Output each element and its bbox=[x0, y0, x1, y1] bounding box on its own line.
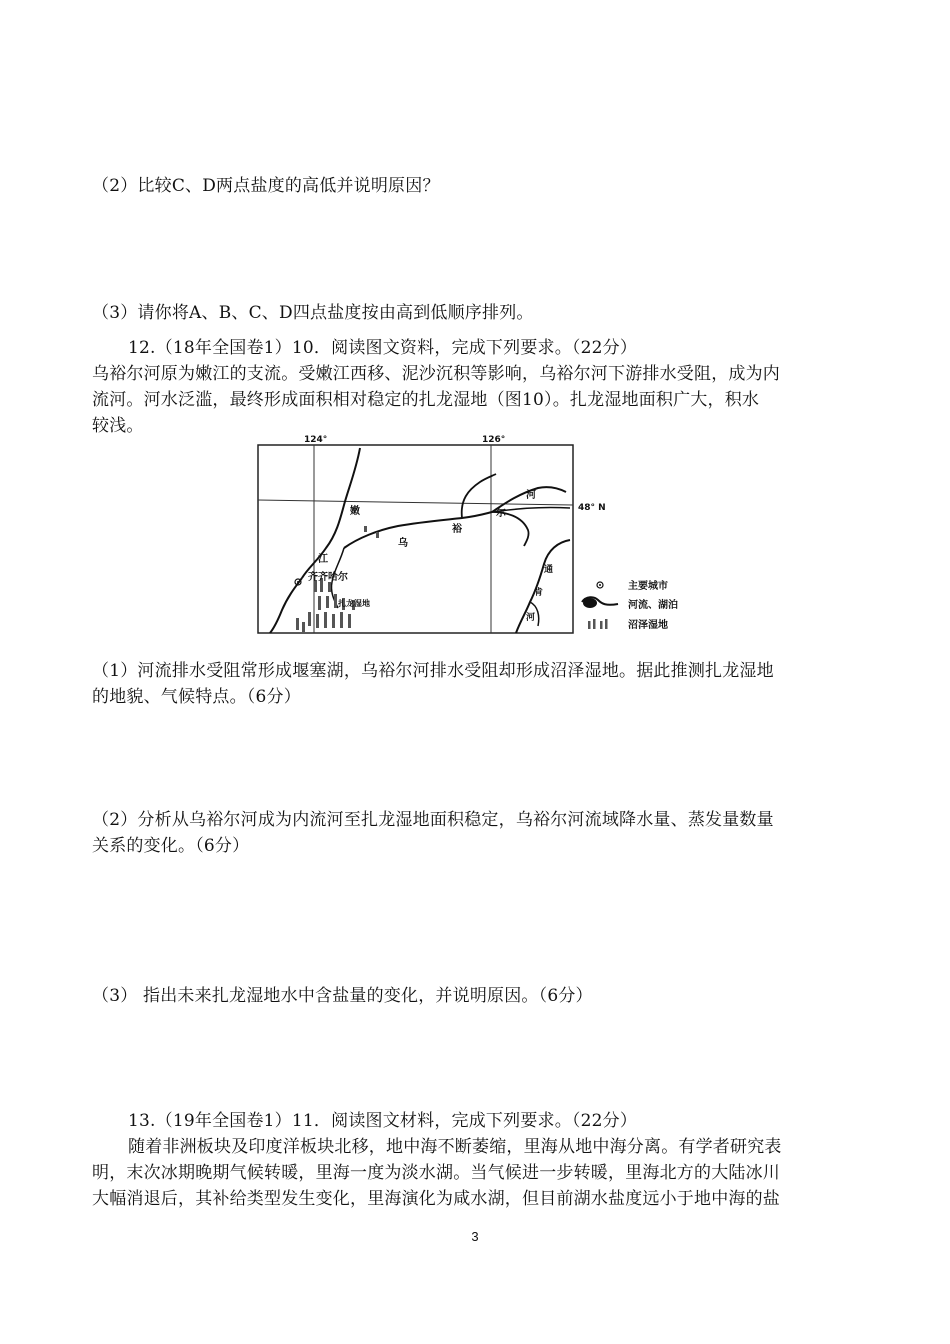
label-yu: 裕 bbox=[452, 524, 462, 535]
label-he2: 河 bbox=[526, 613, 536, 623]
q12-part1-line-2: 的地貌、气候特点。（6分） bbox=[92, 687, 301, 707]
label-ken: 肯 bbox=[534, 588, 544, 598]
page-number: 3 bbox=[471, 1229, 479, 1244]
q12-part2-line-1: （2）分析从乌裕尔河成为内流河至扎龙湿地面积稳定，乌裕尔河流域降水量、蒸发量数量 bbox=[92, 810, 774, 830]
q12-part2-line-2: 关系的变化。（6分） bbox=[92, 836, 250, 856]
legend-river-label: 河流、湖泊 bbox=[628, 600, 678, 611]
q13-header: 13.（19年全国卷1）11．阅读图文材料，完成下列要求。（22分） bbox=[128, 1111, 638, 1131]
q11-part3: （3）请你将A、B、C、D四点盐度按由高到低顺序排列。 bbox=[92, 303, 534, 323]
q12-intro-line-2: 流河。河水泛滥，最终形成面积相对稳定的扎龙湿地（图10）。扎龙湿地面积广大，积水 bbox=[92, 390, 760, 410]
label-he: 河 bbox=[526, 490, 536, 501]
label-jiang: 江 bbox=[318, 554, 328, 565]
label-er: 尔 bbox=[496, 508, 506, 519]
q13-intro-line-1: 随着非洲板块及印度洋板块北移，地中海不断萎缩，里海从地中海分离。有学者研究表 bbox=[128, 1137, 782, 1157]
zhalong-wetland-map bbox=[248, 430, 708, 640]
q12-header: 12.（18年全国卷1）10．阅读图文资料，完成下列要求。（22分） bbox=[128, 338, 638, 358]
legend-marsh-label: 沼泽湿地 bbox=[628, 620, 668, 631]
q13-intro-line-2: 明，末次冰期晚期气候转暖，里海一度为淡水湖。当气候进一步转暖，里海北方的大陆冰川 bbox=[92, 1163, 780, 1183]
label-wu: 乌 bbox=[398, 538, 408, 549]
lat-48-label: 48° N bbox=[578, 503, 606, 513]
legend-marsh-icon bbox=[588, 619, 608, 629]
legend-city-label: 主要城市 bbox=[628, 581, 668, 592]
map-frame bbox=[258, 445, 573, 633]
q13-intro-line-3: 大幅消退后，其补给类型发生变化，里海演化为咸水湖，但目前湖水盐度远小于地中海的盐 bbox=[92, 1189, 780, 1209]
label-tong: 通 bbox=[544, 565, 554, 575]
q12-intro-line-3: 较浅。 bbox=[92, 416, 144, 436]
tongken-river bbox=[516, 540, 570, 633]
lon-126-label: 126° bbox=[482, 435, 506, 445]
q12-part1-line-1: （1）河流排水受阻常形成堰塞湖，乌裕尔河排水受阻却形成沼泽湿地。据此推测扎龙湿地 bbox=[92, 661, 774, 681]
label-qiqihaer: 齐齐哈尔 bbox=[308, 572, 348, 583]
label-zhalong: 扎龙湿地 bbox=[338, 599, 370, 608]
label-nen: 嫩 bbox=[350, 506, 360, 517]
q12-intro-line-1: 乌裕尔河原为嫩江的支流。受嫩江西移、泥沙沉积等影响，乌裕尔河下游排水受阻，成为内 bbox=[92, 364, 780, 384]
q11-part2: （2）比较C、D两点盐度的高低并说明原因？ bbox=[92, 176, 440, 196]
q12-part3: （3） 指出未来扎龙湿地水中含盐量的变化，并说明原因。（6分） bbox=[92, 986, 593, 1006]
lon-124-label: 124° bbox=[304, 435, 328, 445]
